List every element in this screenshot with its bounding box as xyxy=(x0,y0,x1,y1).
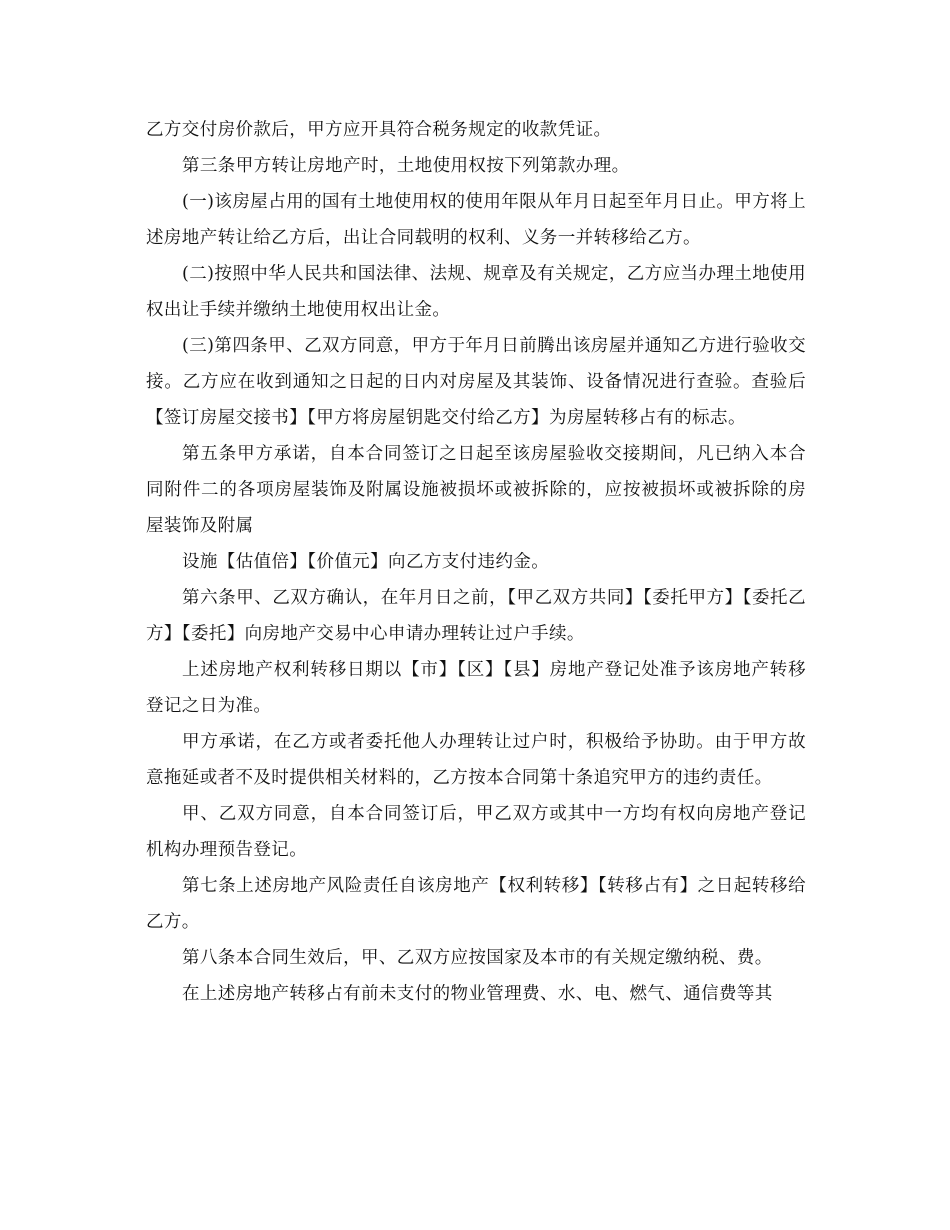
paragraph: (三)第四条甲、乙双方同意，甲方于年月日前腾出该房屋并通知乙方进行验收交接。乙方应在收到通知之日起的日内对房屋及其装饰、设备情况进行查验。查验后【签订房屋交接书】【甲方将房屋钥匙交付给乙方】为房屋转移占有的标志。 xyxy=(146,336,806,428)
paragraph: 甲、乙双方同意，自本合同签订后，甲乙双方或其中一方均有权向房地产登记机构办理预告登记。 xyxy=(146,804,806,860)
document-body xyxy=(146,112,806,1012)
paragraph: 设施【估值倍】【价值元】向乙方支付违约金。 xyxy=(182,552,550,572)
paragraph: 第三条甲方转让房地产时，土地使用权按下列第款办理。 xyxy=(182,156,630,176)
paragraph: 第八条本合同生效后，甲、乙双方应按国家及本市的有关规定缴纳税、费。 xyxy=(182,948,773,968)
paragraph: 上述房地产权利转移日期以【市】【区】【县】房地产登记处准予该房地产转移登记之日为准。 xyxy=(146,660,806,716)
paragraph: 甲方承诺，在乙方或者委托他人办理转让过户时，积极给予协助。由于甲方故意拖延或者不及时提供相关材料的，乙方按本合同第十条追究甲方的违约责任。 xyxy=(146,732,806,788)
paragraph: 在上述房地产转移占有前未支付的物业管理费、水、电、燃气、通信费等其 xyxy=(182,984,773,1004)
paragraph: 第七条上述房地产风险责任自该房地产【权利转移】【转移占有】之日起转移给乙方。 xyxy=(146,876,806,932)
paragraph: 第六条甲、乙双方确认，在年月日之前，【甲乙双方共同】【委托甲方】【委托乙方】【委托】向房地产交易中心申请办理转让过户手续。 xyxy=(146,588,806,644)
paragraph: 乙方交付房价款后，甲方应开具符合税务规定的收款凭证。 xyxy=(146,120,612,140)
paragraph: (二)按照中华人民共和国法律、法规、规章及有关规定，乙方应当办理土地使用权出让手续并缴纳土地使用权出让金。 xyxy=(146,264,806,320)
paragraph: 第五条甲方承诺，自本合同签订之日起至该房屋验收交接期间，凡已纳入本合同附件二的各项房屋装饰及附属设施被损坏或被拆除的，应按被损坏或被拆除的房屋装饰及附属 xyxy=(146,444,806,536)
paragraph: (一)该房屋占用的国有土地使用权的使用年限从年月日起至年月日止。甲方将上述房地产转让给乙方后，出让合同载明的权利、义务一并转移给乙方。 xyxy=(146,192,806,248)
